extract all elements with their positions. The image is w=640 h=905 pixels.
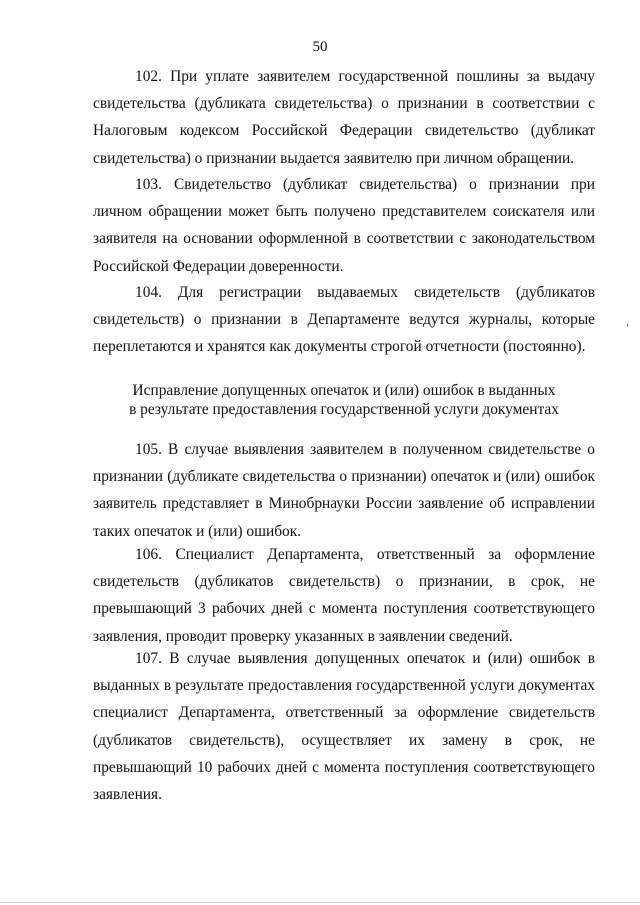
paragraph-105: 105. В случае выявления заявителем в полученном свидетельстве о признании (дубликате свидетельства о признании) опечаток и (или) ошибок заявитель представляет в Минобрнауки России заявление об исправлении таких опечаток и (или) ошибок. bbox=[93, 441, 595, 540]
paragraph-107: 107. В случае выявления допущенных опечаток и (или) ошибок в выданных в результате предоставления государственной услуги документах специалист Департамента, ответственный за оформление свидетельств (дубликатов свидетельств), осуществляет их замену в срок, не превышающий 10 рабочих дней с момента поступления соответствующего заявления. bbox=[93, 650, 595, 804]
paragraph-103: 103. Свидетельство (дубликат свидетельства) о признании при личном обращении может быть получено представителем соискателя или заявителя на основании оформленной в соответствии с законодательством Российской Федерации доверенности. bbox=[93, 176, 595, 275]
scan-edge-mark bbox=[627, 324, 628, 327]
paragraph-106: 106. Специалист Департамента, ответственный за оформление свидетельств (дубликатов свидетельств) о признании, в срок, не превышающий 3 рабочих дней с момента поступления соответствующего заявления, проводит проверку указанных в заявлении сведений. bbox=[93, 546, 595, 645]
section-heading bbox=[93, 382, 595, 419]
section-heading-line-1: Исправление допущенных опечаток и (или) ошибок в выданных bbox=[132, 382, 556, 399]
paragraph-104: 104. Для регистрации выдаваемых свидетельств (дубликатов свидетельств) о признании в Департаменте ведутся журналы, которые переплетаются и хранятся как документы строгой отчетности (постоянно). bbox=[93, 284, 595, 356]
scan-bottom-edge bbox=[0, 902, 640, 903]
page-number: 50 bbox=[312, 39, 328, 55]
section-heading-line-2: в результате предоставления государственной услуги документах bbox=[129, 400, 559, 418]
paragraph-102: 102. При уплате заявителем государственной пошлины за выдачу свидетельства (дубликата свидетельства) о признании в соответствии с Налоговым кодексом Российской Федерации свидетельство (дубликат свидетельства) о признании выдается заявителю при личном обращении. bbox=[93, 68, 595, 167]
